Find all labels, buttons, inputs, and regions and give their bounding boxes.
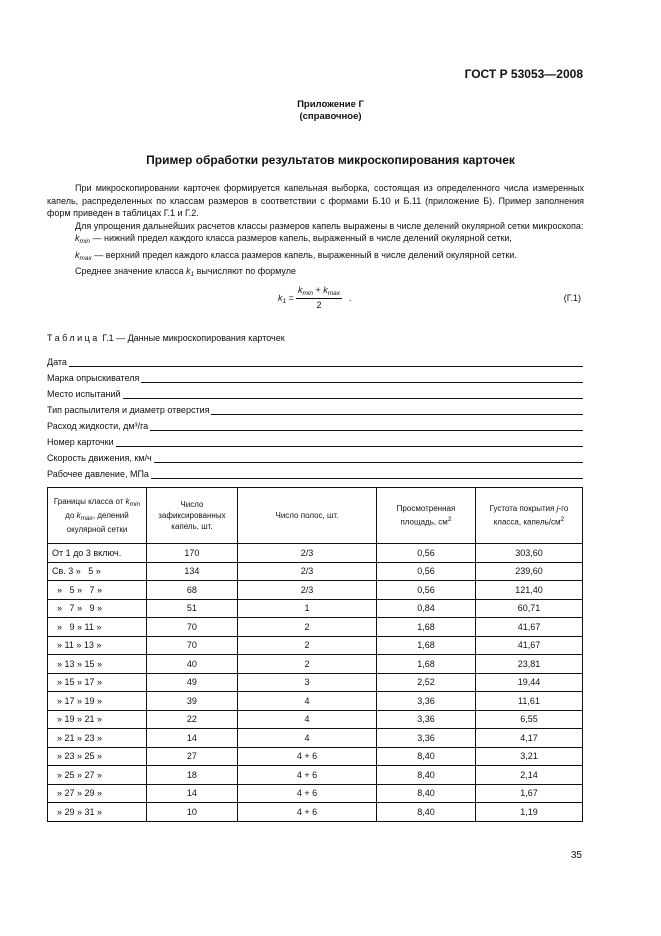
form-field (47, 419, 583, 431)
form-field (47, 467, 583, 479)
standard-header: ГОСТ Р 53053—2008 (464, 67, 583, 81)
formula-fraction (296, 285, 342, 310)
drop-count-cell: 68 (146, 581, 237, 600)
form-field-underline (211, 405, 583, 415)
area-cell: 8,40 (377, 803, 476, 822)
header-kmin-sub: min (129, 501, 141, 508)
strip-count-cell: 2 (237, 655, 376, 674)
header-strip-count: Число полос, шт. (237, 488, 376, 544)
class-bounds-cell: » 25 » 27 » (48, 766, 147, 785)
area-cell: 3,36 (377, 692, 476, 711)
strip-count-cell: 4 + 6 (237, 766, 376, 785)
class-bounds-cell: » 29 » 31 » (48, 803, 147, 822)
class-bounds-cell: » 19 » 21 » (48, 710, 147, 729)
header-kmin: k (125, 497, 130, 506)
strip-count-cell: 1 (237, 599, 376, 618)
density-cell: 60,71 (475, 599, 582, 618)
form-field-label: Расход жидкости, дм³/га (47, 421, 149, 431)
strip-count-cell: 4 (237, 729, 376, 748)
area-cell: 2,52 (377, 673, 476, 692)
form-field-label: Марка опрыскивателя (47, 373, 140, 383)
appendix-title: Приложение Г (297, 99, 364, 110)
section-title: Пример обработки результатов микроскопирования карточек (146, 153, 515, 167)
header-density-sup: 2 (560, 516, 565, 524)
header-density-j: j (556, 504, 559, 514)
form-field (47, 451, 583, 463)
class-bounds-cell: » 13 » 15 » (48, 655, 147, 674)
table-caption (47, 333, 285, 343)
formula-kmax-sub: max (327, 290, 341, 297)
table-row (48, 636, 583, 655)
class-bounds-cell: » 27 » 29 » (48, 784, 147, 803)
strip-count-cell: 2/3 (237, 544, 376, 563)
class-bounds-cell: » 9 » 11 » (48, 618, 147, 637)
density-cell: 239,60 (475, 562, 582, 581)
area-cell: 1,68 (377, 655, 476, 674)
density-cell: 6,55 (475, 710, 582, 729)
form-field-underline (151, 469, 583, 479)
form-field-underline (123, 389, 583, 399)
form-field-label: Место испытаний (47, 389, 121, 399)
kmin-text: — нижний предел каждого класса размеров капель, выраженный в числе делений окулярной сетки, (89, 233, 512, 243)
area-cell: 1,68 (377, 618, 476, 637)
class-bounds-cell: Св. 3 » 5 » (48, 562, 147, 581)
drop-count-cell: 14 (146, 729, 237, 748)
strip-count-cell: 2/3 (237, 581, 376, 600)
class-bounds-cell: » 5 » 7 » (48, 581, 147, 600)
density-cell: 19,44 (475, 673, 582, 692)
formula-numerator (296, 285, 342, 299)
density-cell: 11,61 (475, 692, 582, 711)
drop-count-cell: 70 (146, 618, 237, 637)
density-cell: 303,60 (475, 544, 582, 563)
appendix-subtitle: (справочное) (299, 111, 362, 122)
mean-post: вычисляют по формуле (194, 266, 296, 276)
drop-count-cell: 27 (146, 747, 237, 766)
formula-tail: . (349, 293, 352, 303)
table-body (48, 544, 583, 822)
header-kmax-sub: max (80, 515, 93, 522)
formula-kmin: k (298, 285, 303, 295)
drop-count-cell: 18 (146, 766, 237, 785)
form-field-underline (154, 453, 583, 463)
formula-lhs-symbol: k (278, 293, 283, 303)
formula-equals: = (286, 293, 294, 303)
table-row (48, 747, 583, 766)
area-cell: 3,36 (377, 710, 476, 729)
table-row (48, 784, 583, 803)
formula-denominator: 2 (316, 300, 322, 310)
strip-count-cell: 4 + 6 (237, 784, 376, 803)
table-row (48, 710, 583, 729)
strip-count-cell: 3 (237, 673, 376, 692)
header-density (475, 488, 582, 544)
strip-count-cell: 4 (237, 692, 376, 711)
header-density-text-a: Густота покрытия (489, 504, 557, 514)
header-area (377, 488, 476, 544)
drop-count-cell: 39 (146, 692, 237, 711)
table-row (48, 581, 583, 600)
strip-count-cell: 4 (237, 710, 376, 729)
table-row (48, 544, 583, 563)
density-cell: 23,81 (475, 655, 582, 674)
area-cell: 8,40 (377, 766, 476, 785)
class-bounds-cell: » 11 » 13 » (48, 636, 147, 655)
form-field (47, 387, 583, 399)
area-cell: 8,40 (377, 784, 476, 803)
header-area-text: Просмотренная площадь, см (396, 504, 456, 527)
kmax-definition (47, 249, 584, 266)
mean-symbol: k (185, 266, 191, 276)
formula-block (0, 285, 661, 315)
strip-count-cell: 2/3 (237, 562, 376, 581)
table-row (48, 766, 583, 785)
form-field-label: Тип распылителя и диаметр отверстия (47, 405, 210, 415)
class-bounds-cell: От 1 до 3 включ. (48, 544, 147, 563)
intro-paragraph-2: Для упрощения дальнейших расчетов классы размеров капель выражены в числе делений окулярной сетки микроскопа: (75, 220, 584, 231)
strip-count-cell: 4 + 6 (237, 747, 376, 766)
formula-lhs-subscript: 1 (282, 298, 287, 305)
kmin-definition (47, 232, 584, 249)
area-cell: 1,68 (377, 636, 476, 655)
table-header-row (48, 488, 583, 544)
strip-count-cell: 2 (237, 636, 376, 655)
header-class-bounds-text-b: до (65, 511, 77, 520)
area-cell: 8,40 (377, 747, 476, 766)
table-caption-word: Таблица (47, 333, 100, 343)
header-class-bounds-text-a: Границы класса от (53, 497, 126, 506)
density-cell: 41,67 (475, 618, 582, 637)
kmax-symbol: k (75, 249, 80, 260)
kmax-subscript: max (79, 254, 92, 262)
table-row (48, 673, 583, 692)
mean-subscript: 1 (190, 271, 195, 278)
density-cell: 1,67 (475, 784, 582, 803)
formula-kmax: k (323, 285, 328, 295)
area-cell: 0,84 (377, 599, 476, 618)
form-field-label: Дата (47, 357, 67, 367)
table-row (48, 599, 583, 618)
formula-plus: + (312, 285, 324, 295)
table-row (48, 618, 583, 637)
drop-count-cell: 14 (146, 784, 237, 803)
form-field-underline (69, 357, 583, 367)
table-row (48, 562, 583, 581)
density-cell: 3,21 (475, 747, 582, 766)
class-bounds-cell: » 23 » 25 » (48, 747, 147, 766)
table-row (48, 803, 583, 822)
density-cell: 1,19 (475, 803, 582, 822)
form-field-underline (116, 437, 583, 447)
density-cell: 121,40 (475, 581, 582, 600)
form-field (47, 435, 583, 447)
density-cell: 41,67 (475, 636, 582, 655)
area-cell: 3,36 (377, 729, 476, 748)
drop-count-cell: 22 (146, 710, 237, 729)
strip-count-cell: 4 + 6 (237, 803, 376, 822)
formula-kmin-sub: min (302, 290, 313, 297)
kmin-symbol: k (75, 233, 80, 243)
form-field-underline (141, 373, 583, 383)
formula-number: (Г.1) (563, 293, 581, 303)
form-field-label: Рабочее давление, МПа (47, 469, 149, 479)
density-cell: 2,14 (475, 766, 582, 785)
class-bounds-cell: » 21 » 23 » (48, 729, 147, 748)
class-bounds-cell: » 7 » 9 » (48, 599, 147, 618)
intro-paragraph-1: При микроскопировании карточек формируется капельная выборка, состоящая из определенного числа измеренных капель, распределенных по классам размеров в соответствии с формами Б.10 и Б.11 (приложение Б). Пример заполнения форм приведен в таблицах Г.1 и Г.2. (47, 183, 584, 218)
kmax-text: — верхний предел каждого класса размеров капель, выраженный в числе делений окулярной сетки. (91, 249, 517, 260)
density-cell: 4,17 (475, 729, 582, 748)
class-bounds-cell: » 17 » 19 » (48, 692, 147, 711)
header-drop-count: Число зафиксированных капель, шт. (146, 488, 237, 544)
form-field (47, 403, 583, 415)
header-density-text-b: -го класса, капель/см (493, 504, 569, 527)
drop-count-cell: 40 (146, 655, 237, 674)
drop-count-cell: 134 (146, 562, 237, 581)
table-row (48, 655, 583, 674)
drop-count-cell: 51 (146, 599, 237, 618)
form-field-label: Номер карточки (47, 437, 114, 447)
page-number: 35 (570, 850, 582, 861)
header-class-bounds-text-c: , делений окулярной сетки (66, 511, 129, 534)
class-bounds-cell: » 15 » 17 » (48, 673, 147, 692)
header-kmax: k (76, 511, 81, 520)
area-cell: 0,56 (377, 562, 476, 581)
area-cell: 0,56 (377, 544, 476, 563)
table-row (48, 729, 583, 748)
form-field-label: Скорость движения, км/ч (47, 453, 152, 463)
table-row (48, 692, 583, 711)
area-cell: 0,56 (377, 581, 476, 600)
drop-count-cell: 170 (146, 544, 237, 563)
header-area-sup: 2 (447, 516, 452, 524)
intro-text (47, 182, 584, 282)
formula-lhs (278, 293, 294, 305)
strip-count-cell: 2 (237, 618, 376, 637)
drop-count-cell: 10 (146, 803, 237, 822)
microscopy-table (47, 487, 583, 822)
drop-count-cell: 49 (146, 673, 237, 692)
kmin-subscript: min (79, 238, 90, 245)
table-caption-rest: Г.1 — Данные микроскопирования карточек (99, 333, 285, 343)
mean-class-sentence (47, 265, 584, 282)
header-class-bounds (48, 488, 147, 544)
drop-count-cell: 70 (146, 636, 237, 655)
mean-pre: Среднее значение класса (75, 266, 186, 276)
form-field (47, 355, 583, 367)
form-field-underline (150, 421, 583, 431)
form-field (47, 371, 583, 383)
